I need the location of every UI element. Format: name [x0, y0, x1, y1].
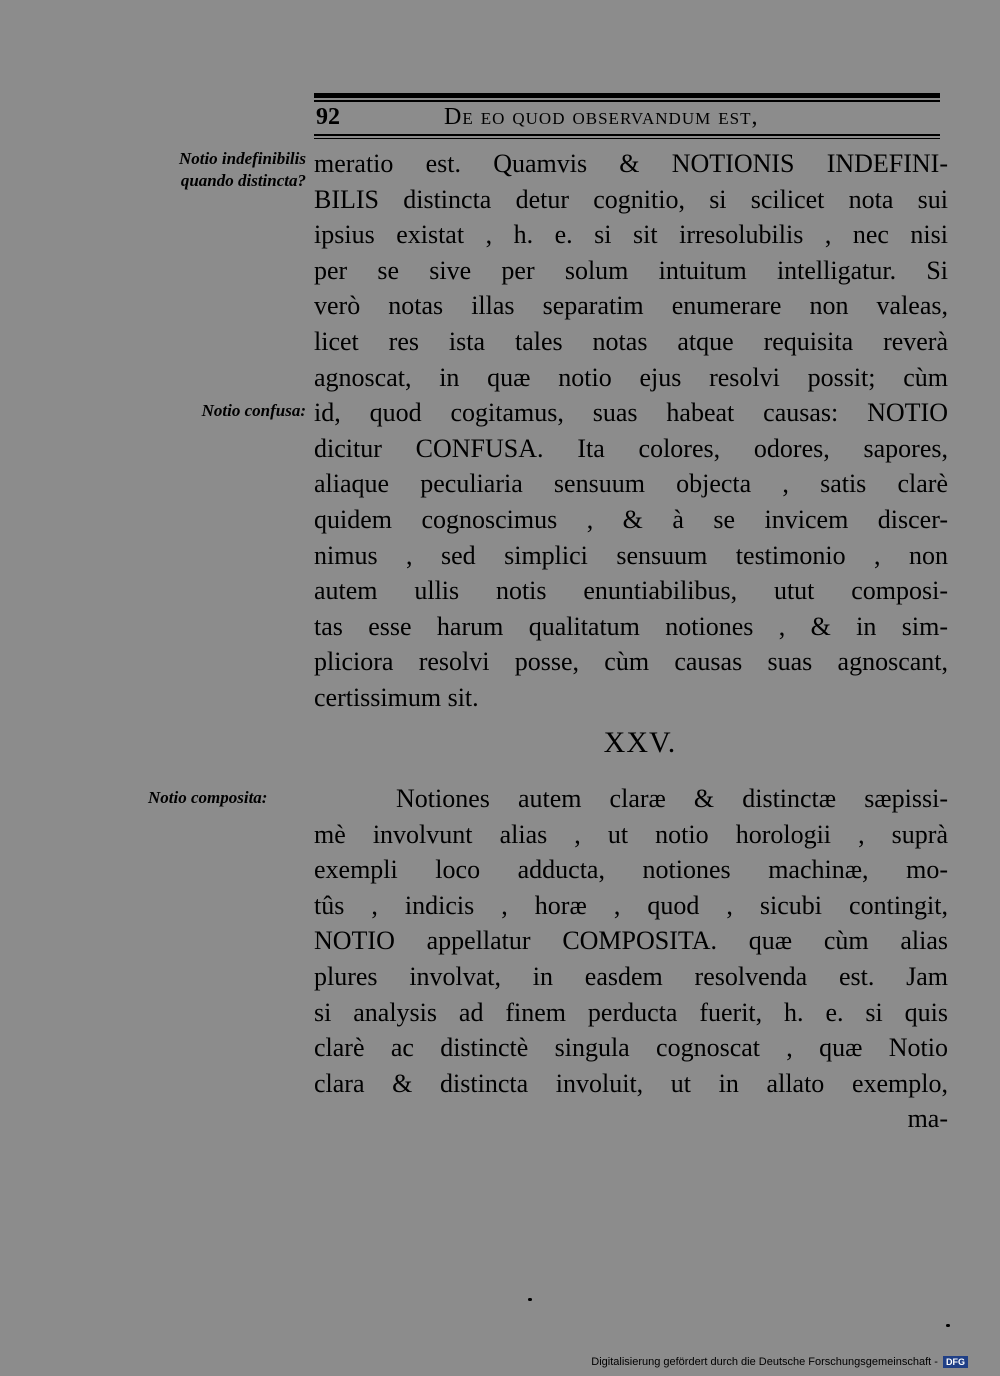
- margin-note-confusa: Notio confusa:: [201, 401, 306, 420]
- paragraph-block-2: [314, 781, 948, 1137]
- text-line: NOTIO appellatur COMPOSITA. quæ cùm alias: [314, 926, 948, 956]
- header-rule-top: [314, 93, 940, 98]
- header-rule-bottom-thin: [314, 138, 940, 139]
- text-line: pliciora resolvi posse, cùm causas suas agnoscant,: [314, 647, 948, 677]
- text-line: agnoscat, in quæ notio ejus resolvi possit; cùm: [314, 362, 948, 392]
- text-line: tûs , indicis , horæ , quod , sicubi contingit,: [314, 890, 948, 920]
- text-line: autem ullis notis enuntiabilibus, utut composi-: [314, 576, 948, 606]
- margin-note-line: Notio indefinibilis: [178, 149, 306, 168]
- text-line: plures involvat, in easdem resolvenda est. Jam: [314, 961, 948, 991]
- ink-speck: [528, 1298, 532, 1301]
- text-line: id, quod cogitamus, suas habeat causas: NOTIO: [314, 398, 948, 428]
- text-line: nimus , sed simplici sensuum testimonio , non: [314, 540, 948, 570]
- section-number: XXV.: [603, 726, 677, 759]
- text-line: ipsius existat , h. e. si sit irresolubilis , nec nisi: [314, 220, 948, 250]
- text-line: exempli loco adducta, notiones machinæ, mo-: [314, 855, 948, 885]
- text-line: aliaque peculiaria sensuum objecta , satis clarè: [314, 469, 948, 499]
- text-line: clarè ac distinctè singula cognoscat , quæ Notio: [314, 1033, 948, 1063]
- text-line: licet res ista tales notas atque requisita reverà: [314, 326, 948, 356]
- text-line: dicitur CONFUSA. Ita colores, odores, sapores,: [314, 433, 948, 463]
- text-line: si analysis ad finem perducta fuerit, h. e. si quis: [314, 997, 948, 1027]
- ink-speck: [946, 1324, 950, 1327]
- text-line: tas esse harum qualitatum notiones , & in sim-: [314, 611, 948, 641]
- margin-note-line: quando distincta?: [180, 171, 306, 190]
- text-line: BILIS distincta detur cognitio, si scilicet nota sui: [314, 184, 948, 214]
- header-rule-top-thin: [314, 100, 940, 102]
- text-line: certissimum sit.: [314, 682, 479, 712]
- dfg-logo: DFG: [943, 1356, 968, 1368]
- text-line: meratio est. Quamvis & NOTIONIS INDEFINI-: [314, 149, 948, 178]
- header-rule-bottom: [314, 134, 940, 136]
- paragraph-block-1: [314, 146, 948, 716]
- running-head: De eo quod observandum est,: [444, 104, 759, 130]
- text-line: mè involvunt alias , ut notio horologii , suprà: [314, 819, 948, 849]
- text-line: Notiones autem claræ & distinctæ sæpissi-: [396, 784, 948, 813]
- digitization-credit: [591, 1356, 968, 1368]
- text-line: quidem cognoscimus , & à se invicem discer-: [314, 504, 948, 534]
- text-line: verò notas illas separatim enumerare non valeas,: [314, 291, 948, 321]
- credit-text: Digitalisierung gefördert durch die Deutsche Forschungsgemeinschaft -: [591, 1355, 938, 1368]
- text-line: per se sive per solum intuitum intelligatur. Si: [314, 255, 948, 285]
- text-line: clara & distincta involuit, ut in allato exemplo,: [314, 1068, 948, 1098]
- page-number: 92: [316, 104, 340, 130]
- margin-note-indefinibilis: [120, 148, 306, 192]
- catchword: ma-: [907, 1104, 948, 1134]
- margin-note-composita: Notio composita:: [148, 788, 268, 807]
